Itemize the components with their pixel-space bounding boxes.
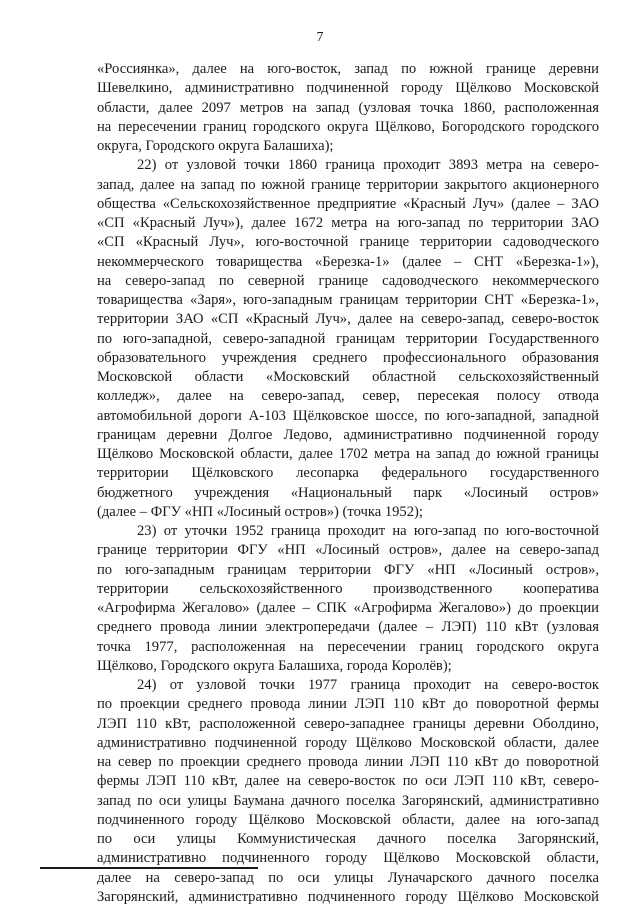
document-body (97, 60, 599, 907)
text-line: округа, Городского округа Балашиха); (97, 138, 334, 154)
text-line: «Агрофирма Жегалово» (далее – СПК «Агрофирма Жегалово») до проекции (97, 600, 599, 616)
text-line: подчиненного городу Щёлково Московской области, далее на юго-запад (97, 811, 599, 828)
text-line: территории сельскохозяйственного производственного кооператива (97, 580, 599, 597)
text-line: фермы ЛЭП 110 кВт, далее на северо-восток по оси ЛЭП 110 кВт, северо- (97, 773, 599, 790)
page-number: 7 (316, 30, 324, 45)
text-line: бюджетного учреждения «Национальный парк «Лосиный остров» (97, 484, 599, 501)
text-line: границам деревни Долгое Ледово, административно подчиненной городу (97, 426, 599, 443)
text-line: запад по оси улицы Баумана дачного поселка Загорянский, административно (97, 792, 599, 809)
text-line: Щёлково, Городского округа Балашиха, города Королёв); (97, 657, 452, 674)
text-line: «СП «Красный Луч», юго-восточной границе территории садоводческого (97, 234, 599, 251)
text-line: среднего провода линии электропередачи (далее – ЛЭП) 110 кВт (узловая (97, 619, 599, 636)
text-line: территории Щёлковского лесопарка федерального государственного (97, 465, 599, 482)
text-line: на пересечении границ городского округа Щёлково, Богородского городского (97, 118, 599, 135)
text-line: точка 1977, расположенная на пересечении границ городского округа (97, 638, 599, 655)
text-line: Щёлково Московской области, далее 1702 метра на запад до южной границы (97, 446, 599, 462)
text-line: по юго-западным границам территории ФГУ «НП «Лосиный остров», (97, 561, 599, 578)
text-line: общества «Сельскохозяйственное предприятие «Красный Луч» (далее – ЗАО (97, 195, 599, 212)
text-line: Загорянский, административно подчиненного городу Щёлково Московской (97, 888, 599, 905)
text-line: автомобильной дороги А-103 Щёлковское шоссе, по юго-западной, западной (97, 407, 599, 424)
text-line: на северо-запад по северной границе садоводческого некоммерческого (97, 272, 599, 289)
text-line: области, далее 2097 метров на запад (узловая точка 1860, расположенная (97, 99, 599, 116)
text-line: 23) от уточки 1952 граница проходит на юго-запад по юго-восточной (137, 523, 599, 539)
text-line: 24) от узловой точки 1977 граница проходит на северо-восток (137, 677, 599, 693)
text-line: колледж», далее на северо-запад, север, пересекая полосу отвода (97, 388, 599, 405)
text-line: на север по проекции среднего провода линии ЛЭП 110 кВт до поворотной (97, 754, 599, 770)
text-line: ЛЭП 110 кВт, расположенной северо-западнее границы деревни Оболдино, (97, 715, 599, 732)
text-line: запад, далее на запад по южной границе территории закрытого акционерного (97, 176, 599, 193)
text-line: административно подчиненного городу Щёлково Московской области, (97, 850, 599, 867)
text-line: территории ЗАО «СП «Красный Луч», далее на северо-запад, северо-восток (97, 311, 599, 328)
text-line: границе территории ФГУ «НП «Лосиный остров», далее на северо-запад (97, 542, 599, 559)
footnote-rule (40, 867, 258, 869)
text-line: «Россиянка», далее на юго-восток, запад по южной границе деревни (97, 61, 599, 77)
text-line: административно подчиненной городу Щёлково Московской области, далее (97, 734, 599, 751)
text-line: «СП «Красный Луч»), далее 1672 метра на юго-запад по территории ЗАО (97, 215, 599, 231)
text-line: (далее – ФГУ «НП «Лосиный остров») (точка 1952); (97, 503, 423, 520)
text-line: по юго-западной, северо-западной границам территории Государственного (97, 330, 599, 347)
text-line: по проекции среднего провода линии ЛЭП 110 кВт до поворотной фермы (97, 696, 599, 713)
text-line: Шевелкино, административно подчиненной городу Щёлково Московской (97, 80, 599, 97)
text-line: образовательного учреждения среднего профессионального образования (97, 349, 599, 366)
text-line: далее на северо-запад по оси улицы Луначарского дачного поселка (97, 869, 599, 886)
text-line: товарищества «Заря», юго-западным границам территории СНТ «Березка-1», (97, 292, 599, 308)
text-line: Московской области «Московский областной сельскохозяйственный (97, 369, 599, 385)
text-line: некоммерческого товарищества «Березка-1» (далее – СНТ «Березка-1»), (97, 253, 599, 270)
text-line: 22) от узловой точки 1860 граница проходит 3893 метра на северо- (137, 157, 599, 174)
text-line: по оси улицы Коммунистическая дачного поселка Загорянский, (97, 831, 599, 847)
